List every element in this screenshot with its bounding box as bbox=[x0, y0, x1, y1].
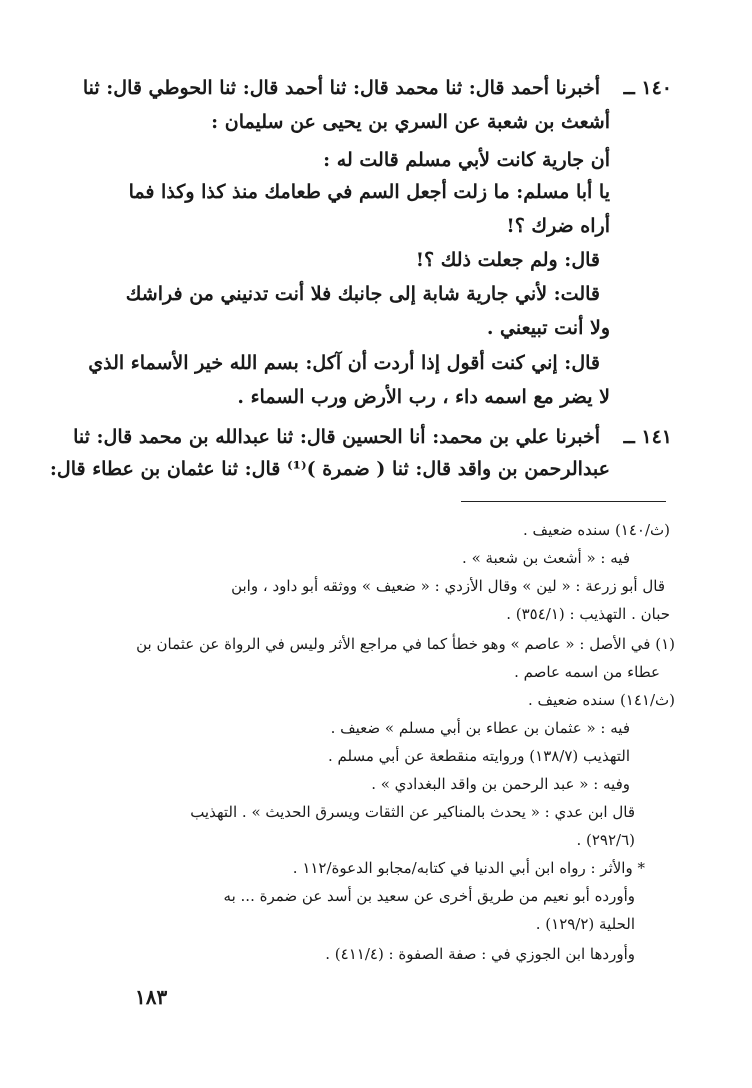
text-line: ولا أنت تبيعني . bbox=[486, 317, 610, 339]
footnote-line: فيه : « عثمان بن عطاء بن أبي مسلم » ضعيف . bbox=[330, 719, 630, 737]
text-line: أخبرنا علي بن محمد: أنا الحسين قال: ثنا عبدالله بن محمد قال: ثنا bbox=[73, 426, 600, 448]
footnote-line: التهذيب (١٣٨/٧) وروايته منقطعة عن أبي مسلم . bbox=[327, 747, 630, 765]
text-line: أخبرنا أحمد قال: ثنا محمد قال: ثنا أحمد قال: ثنا الحوطي قال: ثنا bbox=[82, 77, 600, 99]
text-line: عبدالرحمن بن واقد قال: ثنا ( ضمرة )⁽¹⁾ قال: ثنا عثمان بن عطاء قال: bbox=[49, 458, 610, 480]
footnote-line: فيه : « أشعث بن شعبة » . bbox=[462, 549, 630, 567]
text-line: قال: إني كنت أقول إذا أردت أن آكل: بسم الله خير الأسماء الذي bbox=[88, 352, 600, 374]
footnote-line: الحلية (١٢٩/٢) . bbox=[535, 915, 635, 933]
page-number: ١٨٣ bbox=[135, 985, 168, 1009]
footnote-line: قال ابن عدي : « يحدث بالمناكير عن الثقات ويسرق الحديث » . التهذيب bbox=[190, 803, 635, 821]
footnote-line: وأورده أبو نعيم من طريق أخرى عن سعيد بن أسد عن ضمرة ... به bbox=[223, 887, 635, 905]
footnote-line: قال أبو زرعة : « لين » وقال الأزدي : « ضعيف » ووثقه أبو داود ، وابن bbox=[231, 577, 665, 595]
text-line: قال: ولم جعلت ذلك ؟! bbox=[415, 249, 600, 271]
footnote-line: حبان . التهذيب : (٣٥٤/١) . bbox=[506, 605, 670, 623]
footnote-line: (ث/١٤١) سنده ضعيف . bbox=[528, 691, 675, 709]
footnote-line: (ث/١٤٠) سنده ضعيف . bbox=[523, 521, 670, 539]
footnote-separator bbox=[461, 501, 666, 502]
entry-number: ١٤٠ ــ bbox=[623, 77, 672, 99]
footnote-line: (١) في الأصل : « عاصم » وهو خطأ كما في مراجع الأثر وليس في الرواة عن عثمان بن bbox=[136, 635, 675, 653]
text-line: قالت: لأني جارية شابة إلى جانبك فلا أنت تدنيني من فراشك bbox=[125, 283, 600, 305]
text-line: لا يضر مع اسمه داء ، رب الأرض ورب السماء . bbox=[237, 386, 610, 408]
footnote-line: * والأثر : رواه ابن أبي الدنيا في كتابه/مجابو الدعوة/١١٢ . bbox=[292, 859, 645, 877]
text-line: أراه ضرك ؟! bbox=[506, 215, 610, 237]
entry-number: ١٤١ ــ bbox=[623, 426, 672, 448]
text-line: أشعث بن شعبة عن السري بن يحيى عن سليمان : bbox=[211, 111, 610, 133]
footnote-line: عطاء من اسمه عاصم . bbox=[514, 663, 660, 681]
text-line: أن جارية كانت لأبي مسلم قالت له : bbox=[323, 149, 610, 171]
footnote-line: وفيه : « عبد الرحمن بن واقد البغدادي » . bbox=[371, 775, 630, 793]
text-line: يا أبا مسلم: ما زلت أجعل السم في طعامك منذ كذا وكذا فما bbox=[128, 181, 610, 203]
footnote-line: وأوردها ابن الجوزي في : صفة الصفوة : (٤١١/٤) . bbox=[325, 945, 635, 963]
footnote-line: (٢٩٢/٦) . bbox=[576, 831, 635, 849]
